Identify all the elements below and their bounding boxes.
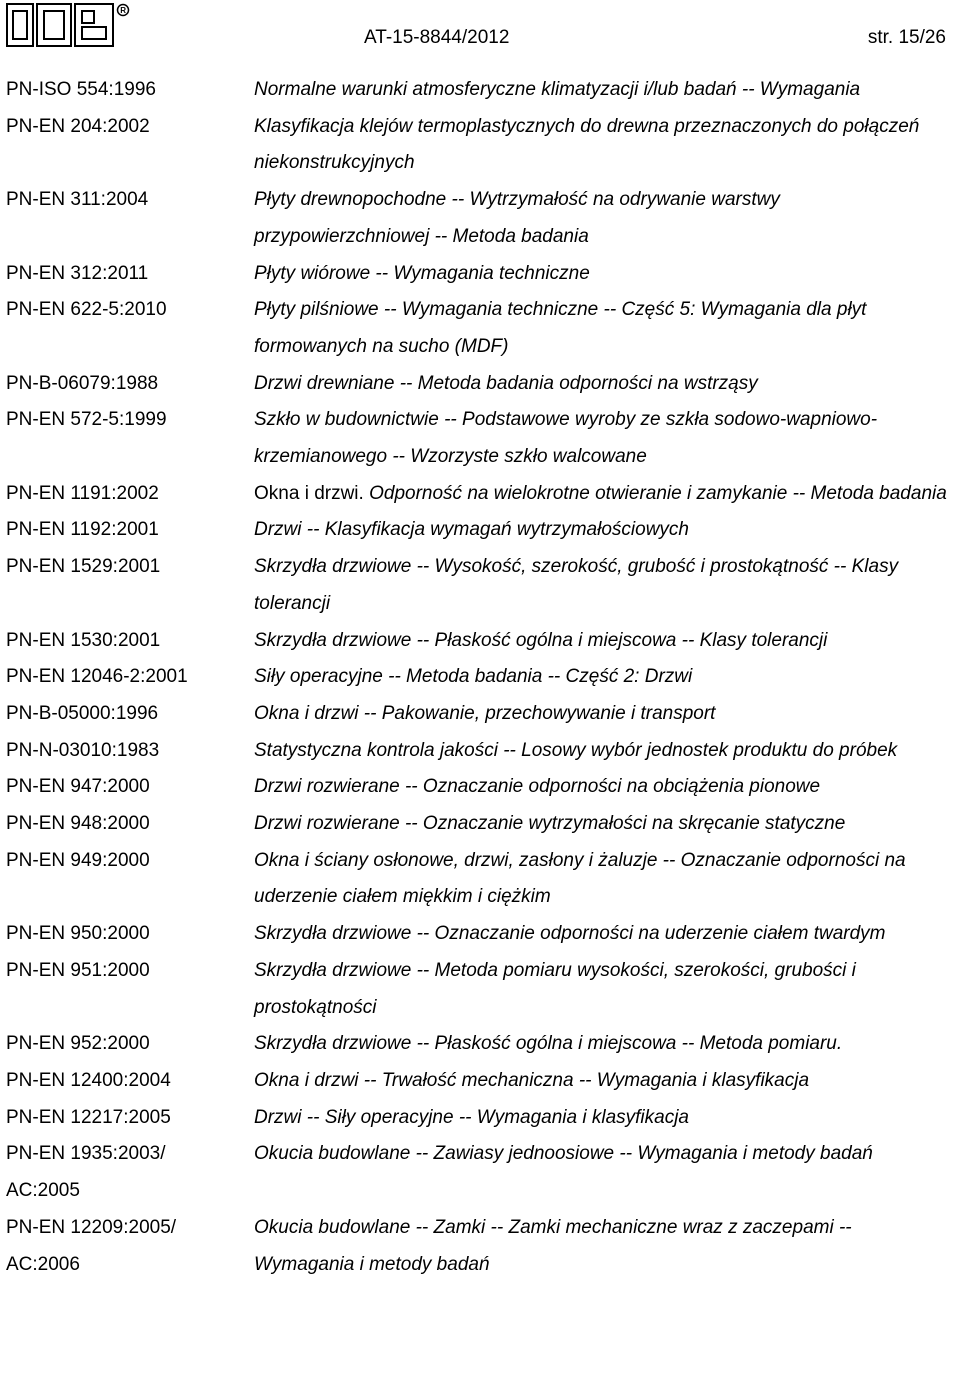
standard-code-line: PN-ISO 554:1996 (6, 79, 156, 100)
standard-row (0, 366, 960, 403)
standard-title (248, 109, 960, 182)
standard-row (0, 476, 960, 513)
standard-code-line: PN-EN 1529:2001 (6, 556, 161, 578)
standard-code (0, 843, 248, 880)
standard-code-line: PN-EN 948:2000 (6, 813, 150, 835)
standard-code-line: PN-EN 1530:2001 (6, 629, 161, 651)
standard-row (0, 696, 960, 733)
standard-code-line: PN-EN 950:2000 (6, 923, 150, 945)
standard-code-line: AC:2005 (6, 1180, 80, 1202)
standard-title-text: Płyty pilśniowe -- Wymagania techniczne -- Część 5: Wymagania dla płyt formowanych na sucho (MDF) (254, 299, 867, 357)
standard-title-text: Okucia budowlane -- Zawiasy jednoosiowe -- Wymagania i metody badań (254, 1143, 873, 1165)
standard-title (248, 402, 960, 475)
standard-title (248, 512, 960, 549)
standard-code-line: PN-EN 952:2000 (6, 1033, 150, 1055)
standard-row (0, 292, 960, 365)
standard-title-text: Skrzydła drzwiowe -- Płaskość ogólna i miejscowa -- Klasy tolerancji (254, 629, 828, 651)
standard-code (0, 806, 248, 843)
standard-title-text: Płyty drewnopochodne -- Wytrzymałość na odrywanie warstwy przypowierzchniowej -- Metoda badania (254, 189, 780, 247)
standard-title (248, 953, 960, 1026)
standard-title (248, 623, 960, 660)
standard-title (248, 916, 960, 953)
standard-code (0, 659, 248, 696)
standard-title-text: Statystyczna kontrola jakości -- Losowy wybór jednostek produktu do próbek (254, 739, 898, 761)
standard-title-text: Okna i drzwi. (254, 482, 370, 504)
standard-row (0, 256, 960, 293)
standard-code (0, 366, 248, 403)
standard-title-text: Siły operacyjne -- Metoda badania -- Część 2: Drzwi (254, 666, 693, 688)
standard-code (0, 696, 248, 733)
standard-title (248, 733, 960, 770)
standard-code-line: PN-EN 622-5:2010 (6, 299, 167, 321)
standard-code (0, 769, 248, 806)
standard-code (0, 1100, 248, 1137)
standard-code-line: PN-EN 1191:2002 (6, 482, 159, 504)
standards-list (0, 72, 960, 1283)
standard-title-text: Drzwi drewniane -- Metoda badania odporności na wstrząsy (254, 372, 758, 394)
standard-title (248, 476, 960, 513)
standard-code-line: PN-B-05000:1996 (6, 702, 159, 724)
standard-code-line: PN-EN 1192:2001 (6, 519, 159, 541)
standard-title (248, 1063, 960, 1100)
standard-code (0, 476, 248, 513)
standard-row (0, 1026, 960, 1063)
standard-code (0, 256, 248, 293)
standard-title (248, 292, 960, 365)
standard-title (248, 769, 960, 806)
standard-row (0, 402, 960, 475)
standard-title (248, 1100, 960, 1137)
standard-code (0, 109, 248, 146)
standard-title (248, 1136, 960, 1173)
itb-logo (6, 3, 130, 47)
standard-code (0, 512, 248, 549)
standard-title-text: Drzwi rozwierane -- Oznaczanie odporności na obciążenia pionowe (254, 776, 821, 798)
standard-title (248, 696, 960, 733)
standard-code (0, 953, 248, 990)
standard-row (0, 1063, 960, 1100)
standard-code-line: PN-EN 1935:2003/ (6, 1143, 166, 1165)
standard-code-line: PN-EN 312:2011 (6, 262, 149, 284)
standard-row (0, 953, 960, 1026)
standard-title-text: Skrzydła drzwiowe -- Oznaczanie odporności na uderzenie ciałem twardym (254, 923, 886, 945)
standard-row (0, 109, 960, 182)
standard-code-line: PN-EN 204:2002 (6, 115, 150, 137)
standard-row (0, 659, 960, 696)
standard-row (0, 916, 960, 953)
standard-code (0, 623, 248, 660)
standard-title-text: Drzwi rozwierane -- Oznaczanie wytrzymałości na skręcanie statyczne (254, 813, 846, 835)
standard-code-line: PN-EN 572-5:1999 (6, 409, 167, 431)
document-number: AT-15-8844/2012 (364, 27, 510, 48)
standard-title-text: Szkło w budownictwie -- Podstawowe wyroby ze szkła sodowo-wapniowo-krzemianowego -- Wzorzyste szkło walcowane (254, 409, 878, 468)
standard-title (248, 549, 960, 622)
standard-title-text: Drzwi -- Siły operacyjne -- Wymagania i klasyfikacja (254, 1106, 689, 1128)
standard-code-line: PN-EN 947:2000 (6, 776, 150, 798)
standard-code (0, 549, 248, 586)
standard-code-line: PN-B-06079:1988 (6, 372, 159, 394)
standard-title (248, 806, 960, 843)
standard-row (0, 1210, 960, 1283)
standard-row (0, 843, 960, 916)
standard-title (248, 182, 960, 255)
svg-text:R: R (120, 6, 126, 15)
standard-title (248, 72, 960, 109)
standard-row (0, 1136, 960, 1209)
standard-title (248, 366, 960, 403)
standard-code (0, 1026, 248, 1063)
standard-code-line: PN-EN 951:2000 (6, 959, 150, 981)
standard-row (0, 733, 960, 770)
standard-title-text: Okucia budowlane -- Zamki -- Zamki mechaniczne wraz z zaczepami -- Wymagania i metody badań (254, 1216, 852, 1275)
standard-row (0, 182, 960, 255)
standard-title-text: Skrzydła drzwiowe -- Płaskość ogólna i miejscowa -- Metoda pomiaru. (254, 1033, 843, 1055)
standard-title-text: Płyty wiórowe -- Wymagania techniczne (254, 262, 590, 284)
standard-code-line: PN-N-03010:1983 (6, 739, 160, 761)
standard-title-text: Odporność na wielokrotne otwieranie i zamykanie -- Metoda badania (369, 482, 947, 504)
standard-title (248, 256, 960, 293)
standard-title (248, 1210, 960, 1283)
standard-code (0, 916, 248, 953)
standard-row (0, 72, 960, 109)
standard-code (0, 402, 248, 439)
standard-code-line: PN-EN 12217:2005 (6, 1106, 171, 1128)
standard-title-text: Skrzydła drzwiowe -- Wysokość, szerokość, grubość i prostokątność -- Klasy tolerancji (254, 556, 899, 614)
page-number: str. 15/26 (867, 27, 946, 48)
standard-row (0, 623, 960, 660)
standard-title (248, 843, 960, 916)
standard-title (248, 659, 960, 696)
standard-code-line: PN-EN 12209:2005/ (6, 1216, 177, 1238)
standard-code-line: AC:2006 (6, 1253, 80, 1275)
page-header (0, 0, 960, 60)
standard-row (0, 1100, 960, 1137)
standard-code (0, 292, 248, 329)
standard-title-text: Okna i ściany osłonowe, drzwi, zasłony i żaluzje -- Oznaczanie odporności na uderzenie ciałem miękkim i ciężkim (254, 849, 906, 908)
standard-code (0, 1136, 248, 1209)
standard-code-line: PN-EN 12400:2004 (6, 1069, 171, 1091)
standard-title-text: Drzwi -- Klasyfikacja wymagań wytrzymałościowych (254, 519, 689, 541)
standard-code-line: PN-EN 311:2004 (6, 189, 149, 211)
standard-code (0, 733, 248, 770)
standard-row (0, 549, 960, 622)
standard-row (0, 769, 960, 806)
standard-code (0, 72, 248, 109)
standard-title-text: Okna i drzwi -- Pakowanie, przechowywanie i transport (254, 702, 716, 724)
standard-row (0, 512, 960, 549)
standard-code (0, 182, 248, 219)
standard-code-line: PN-EN 949:2000 (6, 849, 150, 871)
standard-row (0, 806, 960, 843)
standard-code (0, 1210, 248, 1283)
standard-title-text: Skrzydła drzwiowe -- Metoda pomiaru wysokości, szerokości, grubości i prostokątności (254, 959, 856, 1018)
standard-title (248, 1026, 960, 1063)
standard-code-line: PN-EN 12046-2:2001 (6, 666, 188, 688)
standard-title-text: Okna i drzwi -- Trwałość mechaniczna -- Wymagania i klasyfikacja (254, 1069, 810, 1091)
standard-title-text: Normalne warunki atmosferyczne klimatyzacji i/lub badań -- Wymagania (254, 79, 861, 100)
standard-code (0, 1063, 248, 1100)
standard-title-text: Klasyfikacja klejów termoplastycznych do drewna przeznaczonych do połączeń niekonstrukcyjnych (254, 115, 920, 174)
